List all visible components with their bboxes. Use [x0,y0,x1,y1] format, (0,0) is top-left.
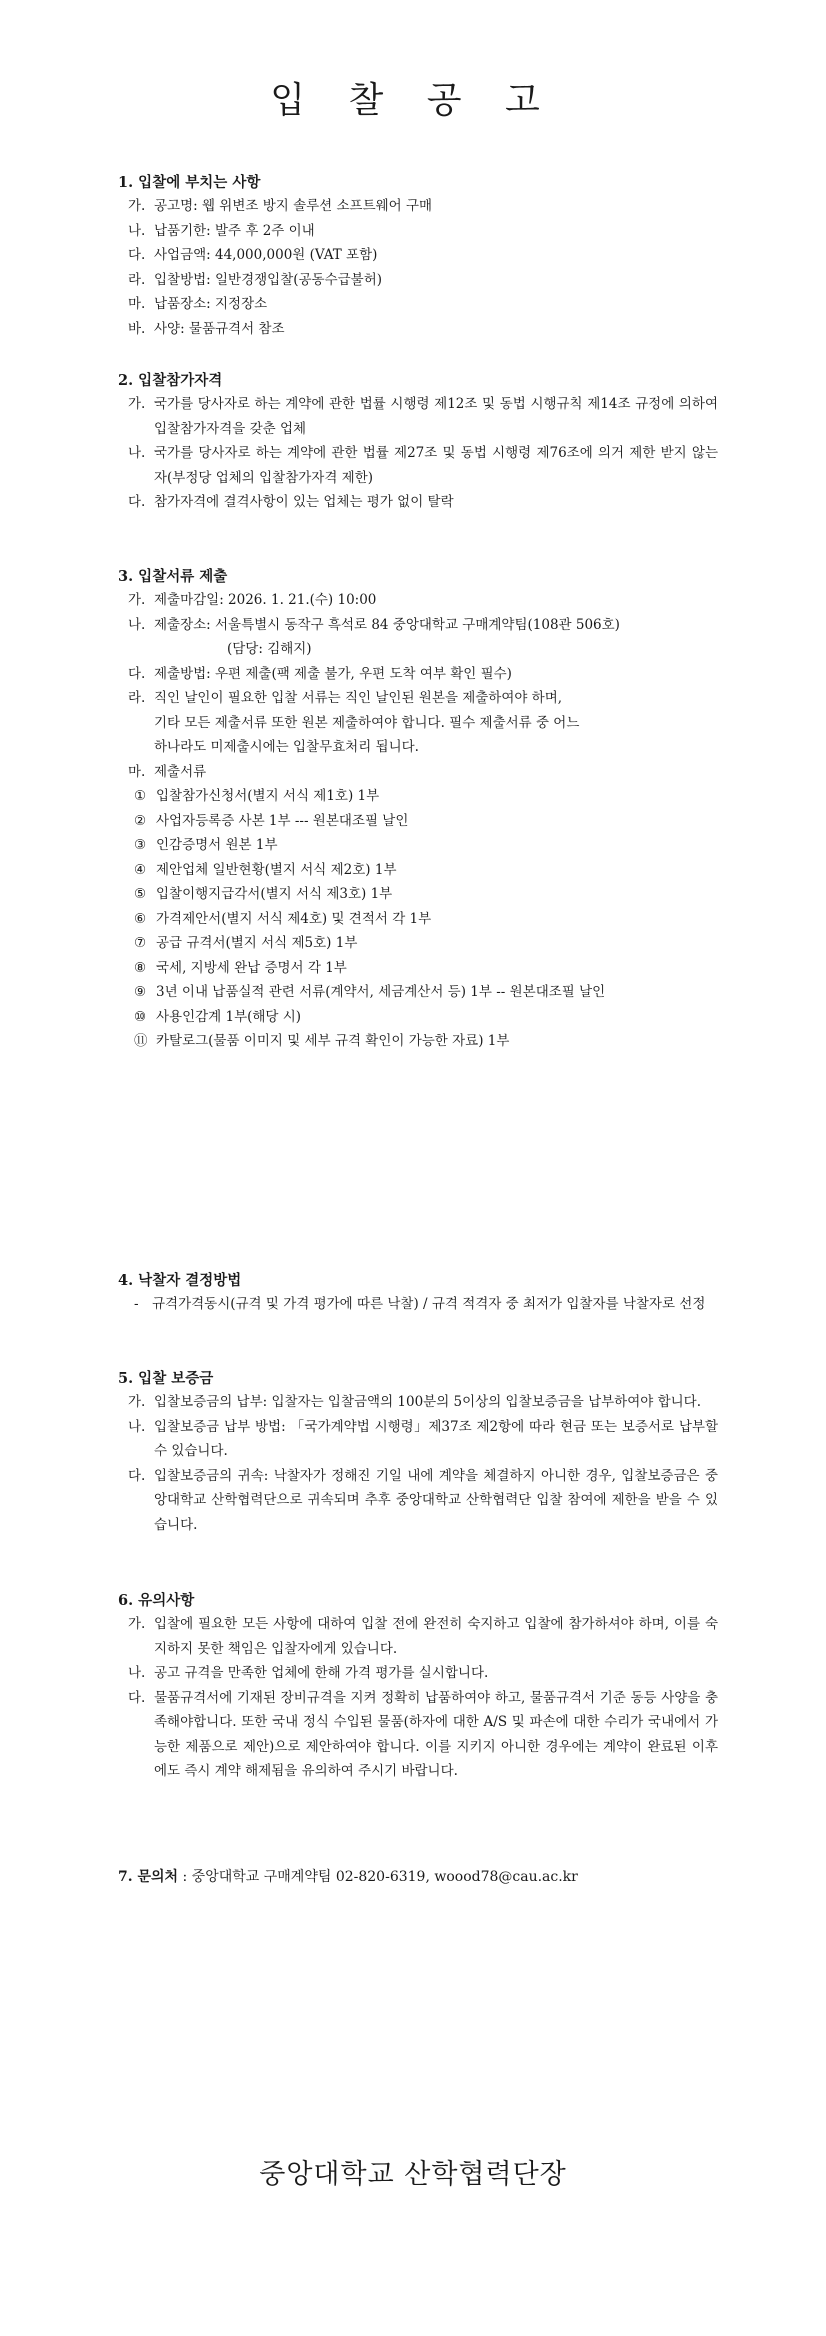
list-item: 마. 납품장소: 지정장소 [128,296,268,312]
section-bid-items [118,172,718,341]
section-title: 4. 낙찰자 결정방법 [118,1272,242,1289]
list-item: 나. 입찰보증금 납부 방법: 「국가계약법 시행령」제37조 제2항에 따라 현금 또는 보증서로 납부할 수 있습니다. [128,1418,718,1459]
section-title: 6. 유의사항 [118,1592,195,1609]
doc-item: ⑥ 가격제안서(별지 서식 제4호) 및 견적서 각 1부 [134,910,432,927]
list-item: 가. 공고명: 웹 위변조 방지 솔루션 소프트웨어 구매 [128,198,433,214]
doc-item: ⑤ 입찰이행지급각서(별지 서식 제3호) 1부 [134,886,393,902]
signature: 중앙대학교 산학협력단장 [259,2159,567,2190]
doc-item: ④ 제안업체 일반현황(별지 서식 제2호) 1부 [134,861,397,878]
doc-item: ⑨ 3년 이내 납품실적 관련 서류(계약서, 세금계산서 등) 1부 -- 원본대조필 날인 [134,984,606,1000]
section-eligibility [118,370,718,515]
section-title: 3. 입찰서류 제출 [118,568,228,585]
contact-info: : 중앙대학교 구매계약팀 02-820-6319, woood78@cau.ac.kr [182,1869,578,1885]
list-item-subline: (담당: 김해지) [227,641,312,657]
section-title: 2. 입찰참가자격 [118,372,223,389]
list-item: 가. 국가를 당사자로 하는 계약에 관한 법률 시행령 제12조 및 동법 시행규칙 제14조 규정에 의하여 입찰참가자격을 갖춘 업체 [128,396,718,437]
doc-item: ① 입찰참가신청서(별지 서식 제1호) 1부 [134,788,380,804]
list-item: 다. 제출방법: 우편 제출(팩 제출 불가, 우편 도착 여부 확인 필수) [128,665,512,682]
list-item: 다. 사업금액: 44,000,000원 (VAT 포함) [128,247,378,263]
list-item: 가. 입찰보증금의 납부: 입찰자는 입찰금액의 100분의 5이상의 입찰보증금을 납부하여야 합니다. [128,1394,702,1410]
list-item: 다. 입찰보증금의 귀속: 낙찰자가 정해진 기일 내에 계약을 체결하지 아니한 경우, 입찰보증금은 중앙대학교 산학협력단으로 귀속되며 추후 중앙대학교 산학협력단 입찰 참여에 제한을 받을 수 있습니다. [128,1467,718,1533]
list-item: 나. 납품기한: 발주 후 2주 이내 [128,222,315,239]
list-item: 라. 직인 날인이 필요한 입찰 서류는 직인 날인된 원본을 제출하여야 하며, 기타 모든 제출서류 또한 원본 제출하여야 합니다. 필수 제출서류 중 어느 하나라도 미제출시에는 입찰무효처리 됩니다. [128,690,580,755]
list-item: 라. 입찰방법: 일반경쟁입찰(공동수급불허) [128,271,383,288]
section-bid-deposit [118,1368,718,1537]
list-item: 가. 제출마감일: 2026. 1. 21.(수) 10:00 [128,592,377,608]
section-award-method [118,1270,718,1317]
list-item: 마. 제출서류 [128,763,207,780]
doc-item: ⑧ 국세, 지방세 완납 증명서 각 1부 [134,959,347,976]
section-title: 5. 입찰 보증금 [118,1370,214,1387]
contact-label: 7. 문의처 [118,1869,179,1885]
section-submission [118,566,718,1054]
list-item: 다. 참가자격에 결격사항이 있는 업체는 평가 없이 탈락 [128,494,454,510]
list-item: 나. 공고 규격을 만족한 업체에 한해 가격 평가를 실시합니다. [128,1665,489,1681]
list-item: - 규격가격동시(규격 및 가격 평가에 따른 낙찰) / 규격 적격자 중 최저가 입찰자를 낙찰자로 선정 [134,1296,706,1312]
list-item: 다. 물품규격서에 기재된 장비규격을 지켜 정확히 납품하여야 하고, 물품규격서 기준 동등 사양을 충족해야합니다. 또한 국내 정식 수입된 물품(하자에 대한 A/S 및 파손에 대한 수리가 국내에서 가능한 제품으로 제안)으로 제안하여야 합니다. 이를 지키지 아니한 경우에는 계약이 완료된 이후에도 즉시 계약 해제됨을 유의하여 주시기 바랍니다. [128,1689,718,1779]
doc-item: ③ 인감증명서 원본 1부 [134,837,278,853]
section-notes [118,1590,718,1784]
doc-item: ⑩ 사용인감계 1부(해당 시) [134,1008,302,1025]
list-item: 바. 사양: 물품규격서 참조 [128,320,285,337]
list-item: 나. 국가를 당사자로 하는 계약에 관한 법률 제27조 및 동법 시행령 제76조에 의거 제한 받지 않는 자(부정당 업체의 입찰참가자격 제한) [128,445,718,486]
section-title: 1. 입찰에 부치는 사항 [118,174,261,191]
list-item: 가. 입찰에 필요한 모든 사항에 대하여 입찰 전에 완전히 숙지하고 입찰에 참가하셔야 하며, 이를 숙지하지 못한 책임은 입찰자에게 있습니다. [128,1616,718,1657]
doc-item: ② 사업자등록증 사본 1부 --- 원본대조필 날인 [134,812,409,829]
list-item: 나. 제출장소: 서울특별시 동작구 흑석로 84 중앙대학교 구매계약팀(108관 506호) [128,616,620,633]
doc-item: ⑪ 카탈로그(물품 이미지 및 세부 규격 확인이 가능한 자료) 1부 [134,1033,510,1049]
contact-line [118,1866,578,1886]
doc-item: ⑦ 공급 규격서(별지 서식 제5호) 1부 [134,935,358,951]
document-title: 입 찰 공 고 [270,80,556,121]
